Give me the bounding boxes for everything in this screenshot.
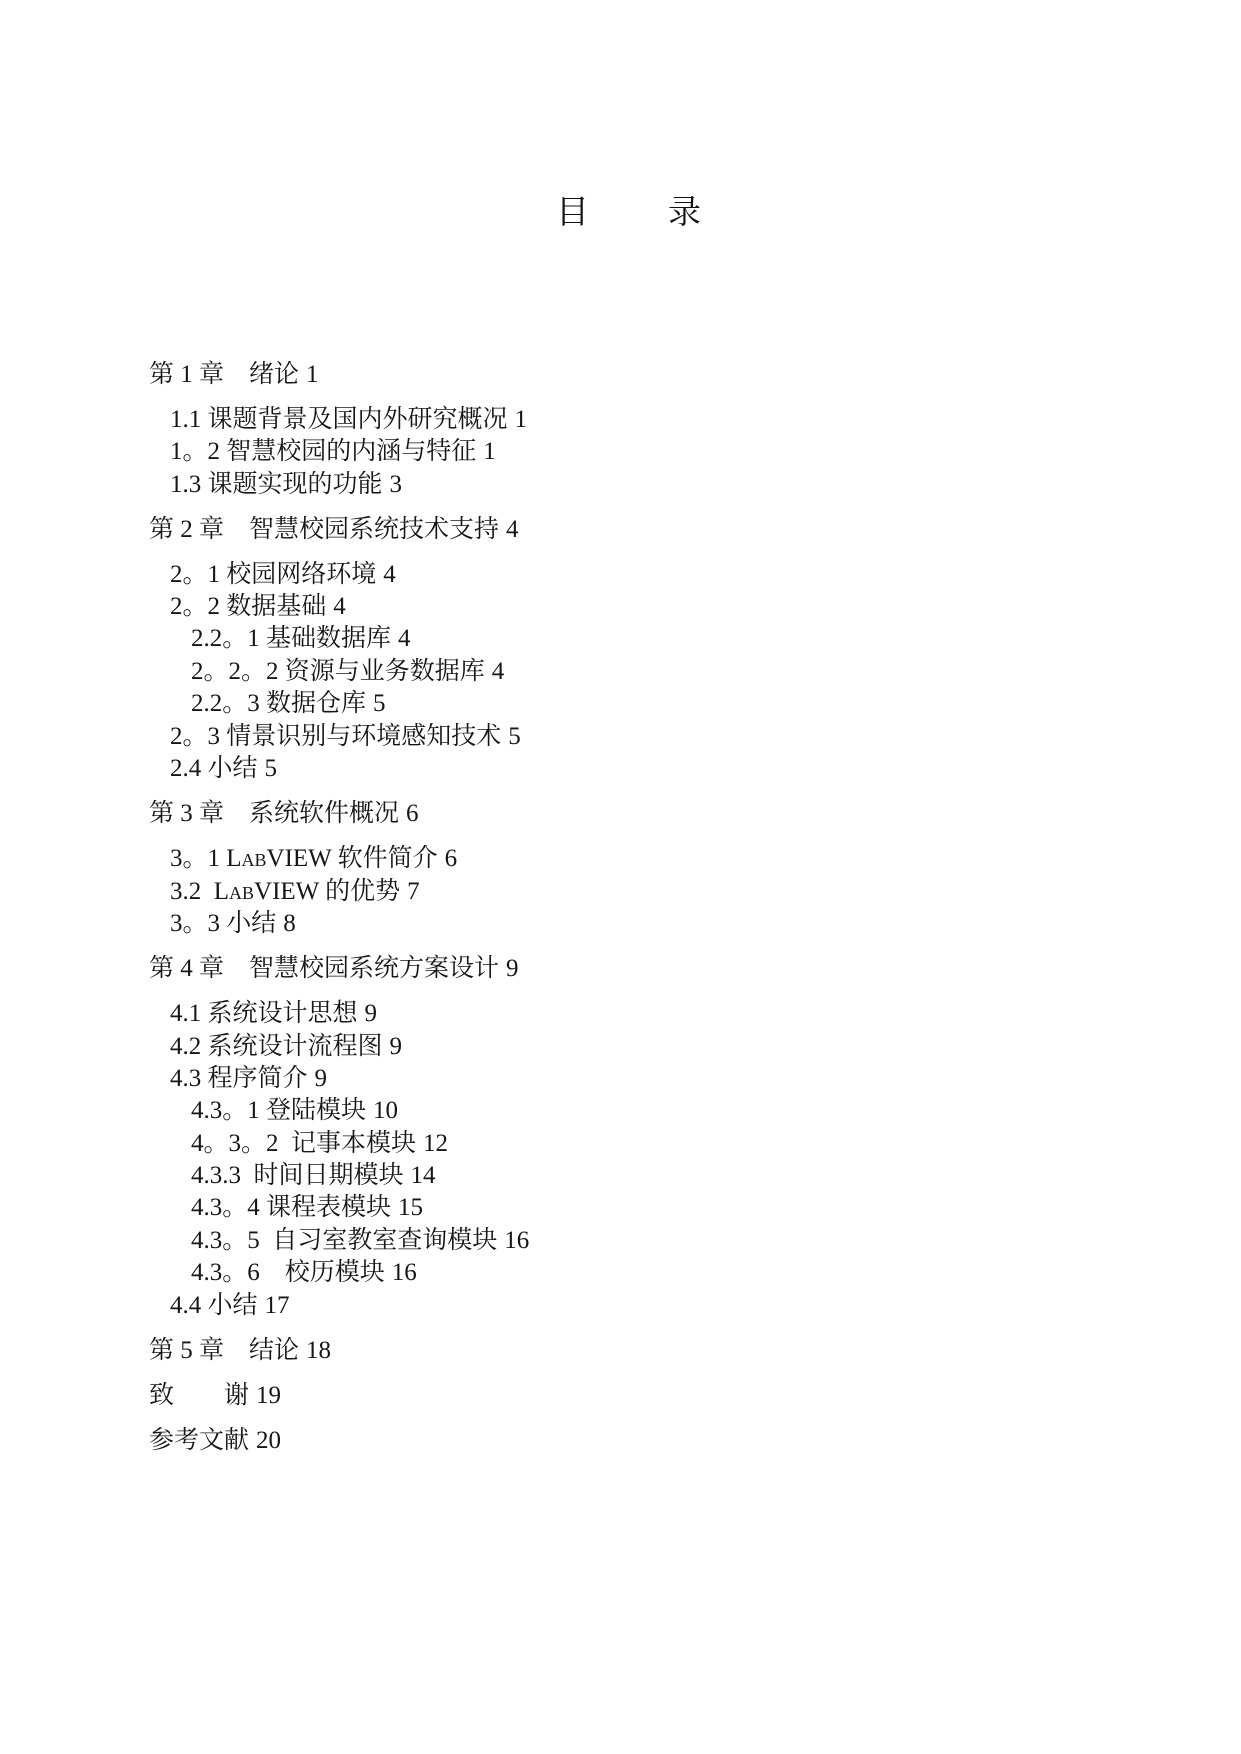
toc-entry-label: 4.3 程序简介 (170, 1064, 308, 1092)
toc-page-number: 6 (444, 845, 458, 873)
toc-entry-subsection-4-3-1 (149, 1095, 1049, 1127)
toc-page-number: 5 (264, 755, 278, 783)
toc-entry-label: 4.2 系统设计流程图 (170, 1032, 383, 1060)
toc-page-number: 10 (373, 1097, 399, 1125)
toc-entry-label: 2.2。1 基础数据库 (191, 625, 392, 653)
toc-entry-section-1-2 (149, 436, 1049, 468)
toc-page-number: 14 (410, 1162, 436, 1190)
toc-entry-label: 第 4 章 智慧校园系统方案设计 (149, 955, 500, 983)
toc-entry-label: 4.3。5 自习室教室查询模块 (191, 1226, 498, 1254)
toc-entry-label: 1。2 智慧校园的内涵与特征 (170, 438, 477, 466)
toc-page-number: 9 (506, 955, 519, 983)
toc-entry-section-1-3 (149, 469, 1049, 501)
toc-page-number: 8 (283, 909, 296, 937)
toc-entry-references (149, 1425, 1049, 1457)
toc-entry-label: 第 1 章 绪论 (149, 360, 300, 388)
toc-entry-label: 1.1 课题背景及国内外研究概况 (170, 405, 508, 433)
toc-entry-subsection-2-2-2 (149, 656, 1049, 688)
toc-entry-label: 4.3。4 课程表模块 (191, 1194, 392, 1222)
toc-page-number: 1 (306, 360, 319, 388)
toc-entry-chapter-4 (149, 953, 1049, 985)
toc-entry-label: 2.4 小结 (170, 755, 258, 783)
toc-entry-section-1-1 (149, 404, 1049, 436)
toc-entry-subsection-2-2-3 (149, 688, 1049, 720)
toc-page-number: 4 (491, 657, 505, 685)
toc-page-number: 6 (406, 800, 419, 828)
toc-page-number: 15 (398, 1194, 424, 1222)
toc-entry-section-4-4 (149, 1290, 1049, 1322)
toc-page-number: 17 (264, 1291, 290, 1319)
toc-page-number: 1 (514, 405, 528, 433)
toc-page-number: 16 (391, 1259, 417, 1287)
toc-entry-label: 第 2 章 智慧校园系统技术支持 (149, 515, 500, 543)
toc-page-number: 18 (306, 1336, 332, 1364)
toc-entry-section-2-3 (149, 721, 1049, 753)
toc-entry-label: 2。2。2 资源与业务数据库 (191, 657, 485, 685)
toc-entry-section-4-3 (149, 1063, 1049, 1095)
toc-page-number: 4 (398, 625, 411, 653)
toc-entry-subsection-4-3-3 (149, 1160, 1049, 1192)
toc-page-number: 20 (256, 1426, 282, 1454)
toc-entry-label: 4.3。6 校历模块 (191, 1259, 385, 1287)
toc-entry-acknowledgements (149, 1380, 1049, 1412)
toc-page-number: 19 (256, 1381, 282, 1409)
toc-entry-section-3-3 (149, 908, 1049, 940)
toc-entry-section-4-2 (149, 1031, 1049, 1063)
toc-entry-section-2-1 (149, 559, 1049, 591)
toc-entry-label: 第 5 章 结论 (149, 1336, 300, 1364)
toc-page-number: 16 (504, 1226, 530, 1254)
toc-entry-section-2-4 (149, 753, 1049, 785)
toc-entry-label: 4。3。2 记事本模块 (191, 1129, 417, 1157)
toc-entry-label: 4.1 系统设计思想 (170, 1000, 358, 1028)
toc-entry-section-2-2 (149, 591, 1049, 623)
toc-entry-label: 3。1 LabVIEW 软件简介 (170, 845, 438, 873)
toc-entry-label: 参考文献 (149, 1426, 250, 1454)
toc-entry-label: 致 谢 (149, 1381, 250, 1409)
toc-page-number: 5 (508, 722, 521, 750)
page-title: 目 录 (556, 192, 724, 231)
toc-entry-subsection-4-3-6 (149, 1257, 1049, 1289)
toc-page-number: 3 (389, 470, 403, 498)
toc-page-number: 4 (506, 515, 519, 543)
table-of-contents (149, 346, 1049, 1470)
toc-entry-label: 3.2 LabVIEW 的优势 (170, 877, 401, 905)
toc-entry-section-4-1 (149, 998, 1049, 1030)
toc-page-number: 5 (373, 690, 386, 718)
toc-entry-subsection-4-3-5 (149, 1225, 1049, 1257)
toc-entry-chapter-3 (149, 798, 1049, 830)
toc-page-number: 1 (483, 438, 496, 466)
toc-entry-label: 3。3 小结 (170, 909, 277, 937)
toc-entry-chapter-5 (149, 1335, 1049, 1367)
toc-entry-label: 4.3。1 登陆模块 (191, 1097, 367, 1125)
toc-page-number: 4 (383, 560, 396, 588)
toc-entry-subsection-4-3-2 (149, 1128, 1049, 1160)
toc-entry-label: 2。3 情景识别与环境感知技术 (170, 722, 502, 750)
toc-page-number: 4 (333, 593, 346, 621)
toc-entry-chapter-2 (149, 514, 1049, 546)
toc-entry-label: 2.2。3 数据仓库 (191, 690, 367, 718)
toc-entry-label: 第 3 章 系统软件概况 (149, 800, 400, 828)
toc-entry-chapter-1 (149, 359, 1049, 391)
toc-entry-label: 2。2 数据基础 (170, 593, 327, 621)
toc-page-number: 7 (407, 877, 420, 905)
toc-entry-section-3-1 (149, 843, 1049, 875)
toc-entry-label: 2。1 校园网络环境 (170, 560, 377, 588)
toc-entry-label: 4.4 小结 (170, 1291, 258, 1319)
toc-page-number: 9 (389, 1032, 403, 1060)
toc-entry-label: 4.3.3 时间日期模块 (191, 1162, 404, 1190)
toc-page-number: 9 (364, 1000, 378, 1028)
toc-entry-subsection-2-2-1 (149, 623, 1049, 655)
toc-entry-subsection-4-3-4 (149, 1192, 1049, 1224)
toc-entry-section-3-2 (149, 876, 1049, 908)
toc-page-number: 12 (423, 1129, 449, 1157)
toc-entry-label: 1.3 课题实现的功能 (170, 470, 383, 498)
toc-page-number: 9 (314, 1064, 328, 1092)
